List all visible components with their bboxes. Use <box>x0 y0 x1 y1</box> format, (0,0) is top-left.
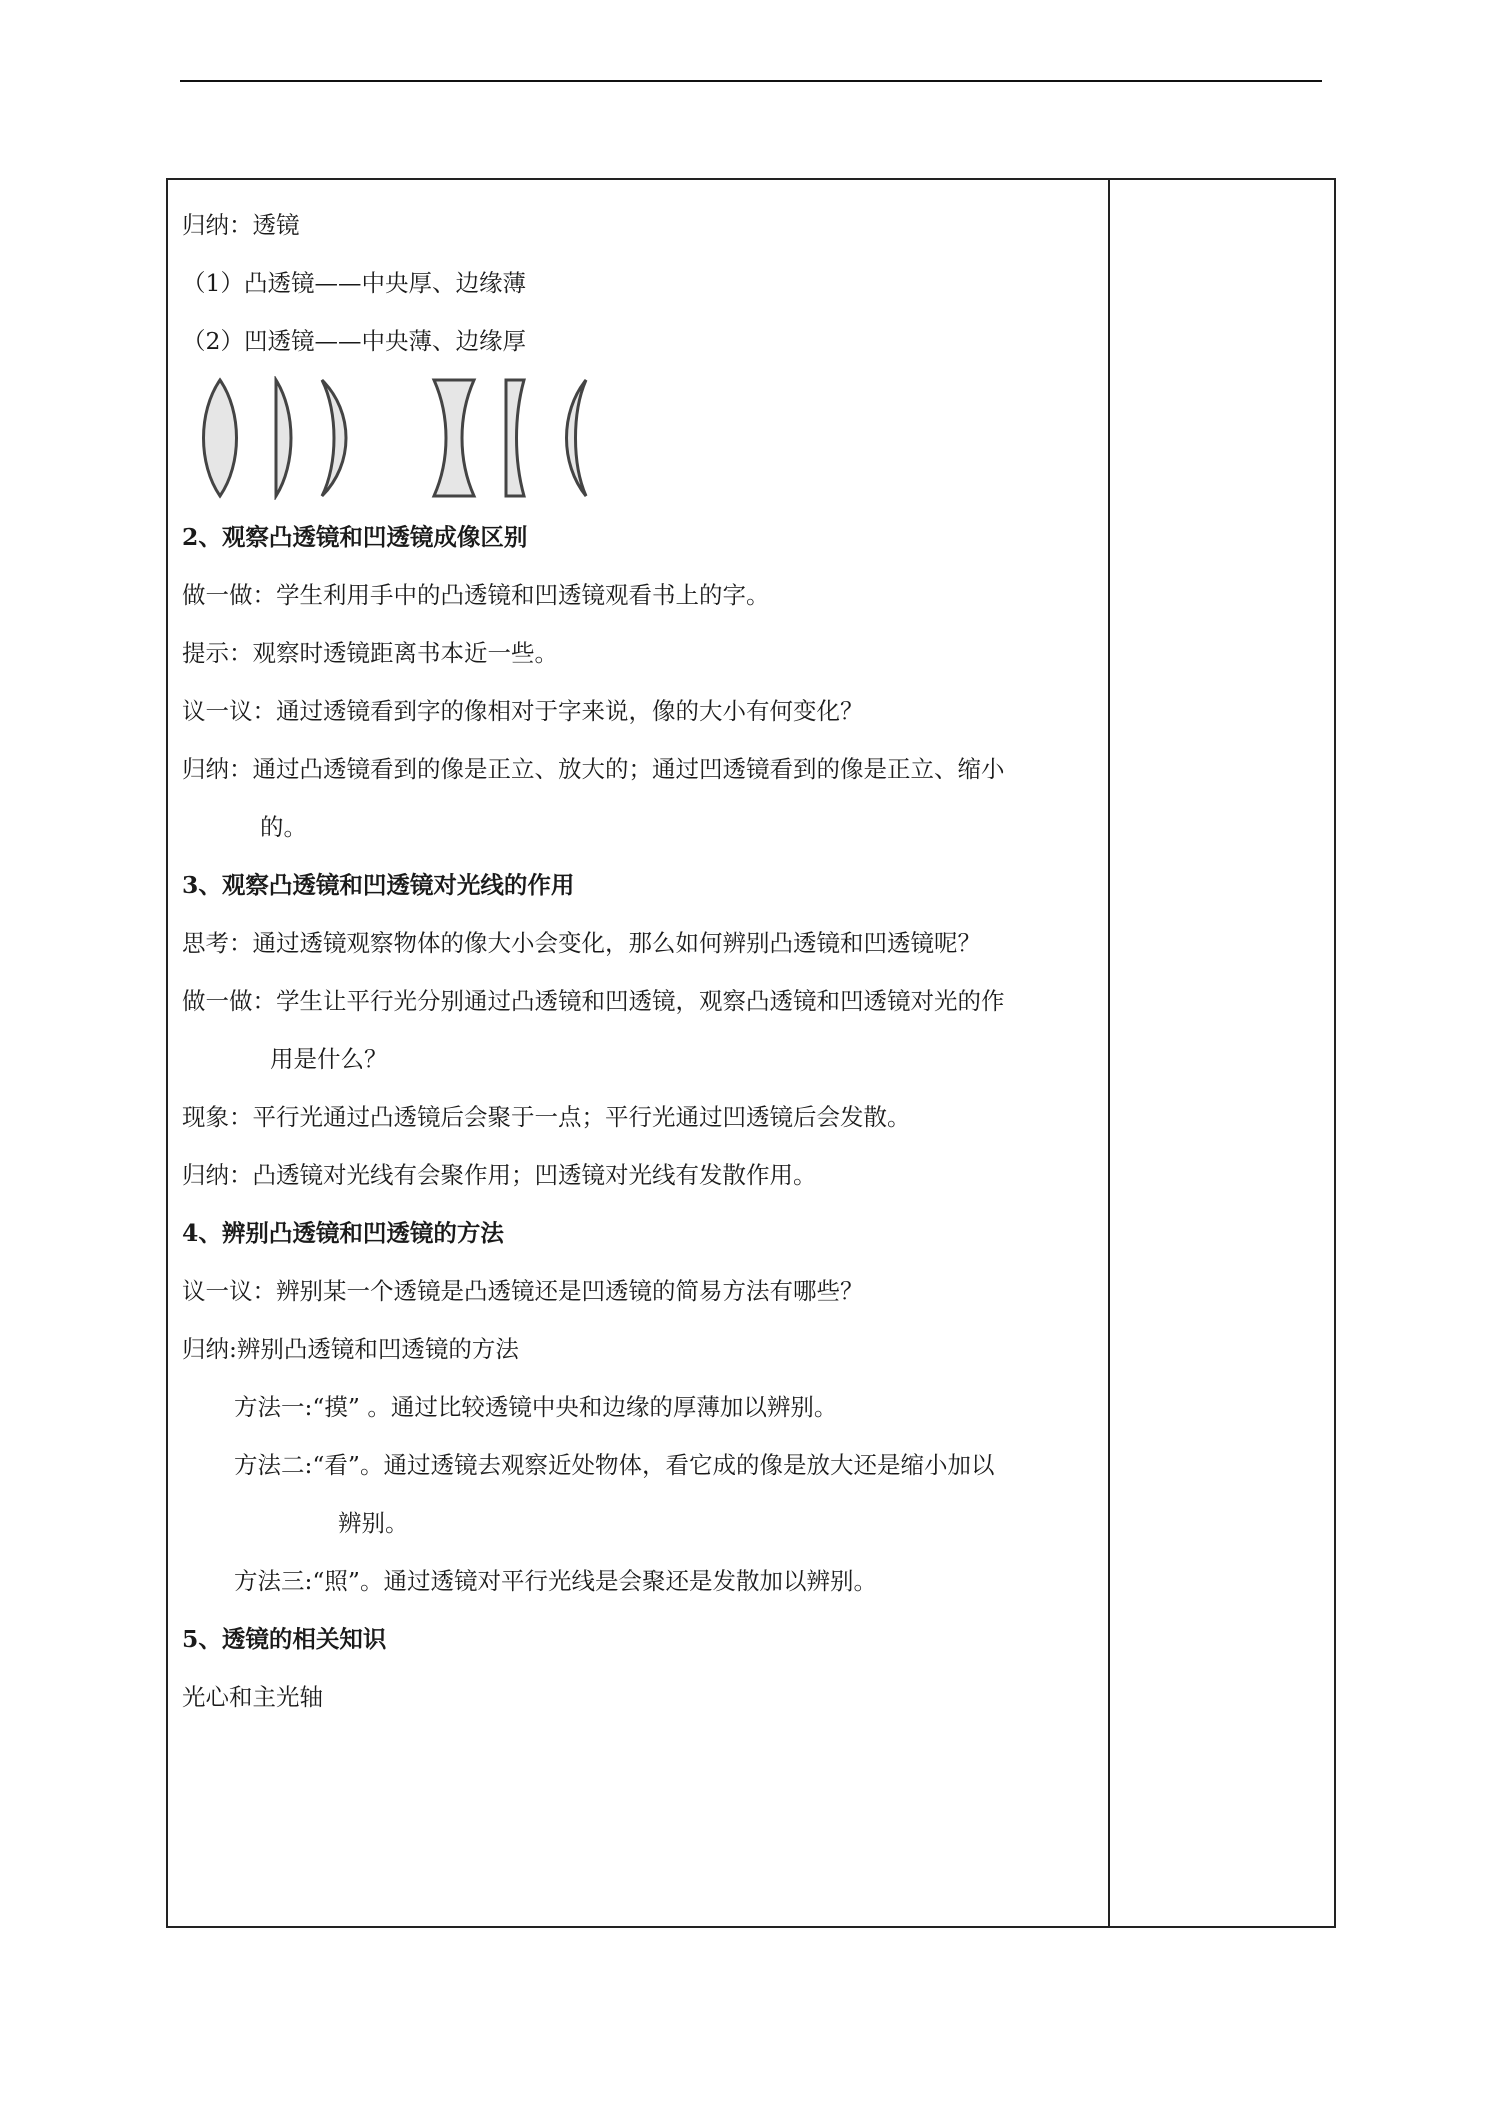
summary-methods: 归纳:辨别凸透镜和凹透镜的方法 <box>182 1335 519 1363</box>
lens-figure <box>182 370 1096 508</box>
summary-image: 归纳：通过凸透镜看到的像是正立、放大的；通过凹透镜看到的像是正立、缩小 <box>182 755 1005 783</box>
discussion-image-size: 议一议：通过透镜看到字的像相对于字来说，像的大小有何变化？ <box>182 697 864 725</box>
activity-light: 做一做：学生让平行光分别通过凸透镜和凹透镜，观察凸透镜和凹透镜对光的作 <box>182 987 1005 1015</box>
concave-meniscus-lens <box>567 380 587 496</box>
lesson-table <box>166 178 1336 1928</box>
plano-convex-lens <box>276 380 291 496</box>
think-text: 思考：通过透镜观察物体的像大小会变化，那么如何辨别凸透镜和凹透镜呢？ <box>182 929 981 957</box>
discussion-methods: 议一议：辨别某一个透镜是凸透镜还是凹透镜的简易方法有哪些？ <box>182 1277 864 1305</box>
column-divider <box>1108 180 1110 1926</box>
header-rule <box>180 80 1322 82</box>
convex-definition: （1）凸透镜——中央厚、边缘薄 <box>182 269 526 297</box>
summary-lens: 归纳：透镜 <box>182 211 300 239</box>
activity-observe-text: 做一做：学生利用手中的凸透镜和凹透镜观看书上的字。 <box>182 581 770 609</box>
optical-center-text: 光心和主光轴 <box>182 1683 323 1711</box>
summary-image-cont: 的。 <box>260 813 307 841</box>
biconcave-lens <box>434 380 474 496</box>
convex-meniscus-lens <box>322 380 346 496</box>
heading-3: 3、观察凸透镜和凹透镜对光线的作用 <box>182 871 575 899</box>
heading-4: 4、辨别凸透镜和凹透镜的方法 <box>182 1219 504 1247</box>
hint-text: 提示：观察时透镜距离书本近一些。 <box>182 639 558 667</box>
summary-light: 归纳：凸透镜对光线有会聚作用；凹透镜对光线有发散作用。 <box>182 1161 817 1189</box>
lens-shapes-svg <box>194 376 614 500</box>
method-two-cont: 辨别。 <box>338 1509 409 1537</box>
biconvex-lens <box>204 380 237 496</box>
activity-light-cont: 用是什么？ <box>270 1045 388 1073</box>
phenomenon-text: 现象：平行光通过凸透镜后会聚于一点；平行光通过凹透镜后会发散。 <box>182 1103 911 1131</box>
method-one: 方法一:“摸” 。通过比较透镜中央和边缘的厚薄加以辨别。 <box>234 1393 838 1421</box>
heading-5: 5、透镜的相关知识 <box>182 1625 387 1653</box>
method-two: 方法二:“看”。通过透镜去观察近处物体，看它成的像是放大还是缩小加以 <box>234 1451 995 1479</box>
heading-2: 2、观察凸透镜和凹透镜成像区别 <box>182 523 528 551</box>
lesson-content <box>182 196 1096 1726</box>
concave-definition: （2）凹透镜——中央薄、边缘厚 <box>182 327 526 355</box>
method-three: 方法三:“照”。通过透镜对平行光线是会聚还是发散加以辨别。 <box>234 1567 877 1595</box>
plano-concave-lens <box>506 380 524 496</box>
